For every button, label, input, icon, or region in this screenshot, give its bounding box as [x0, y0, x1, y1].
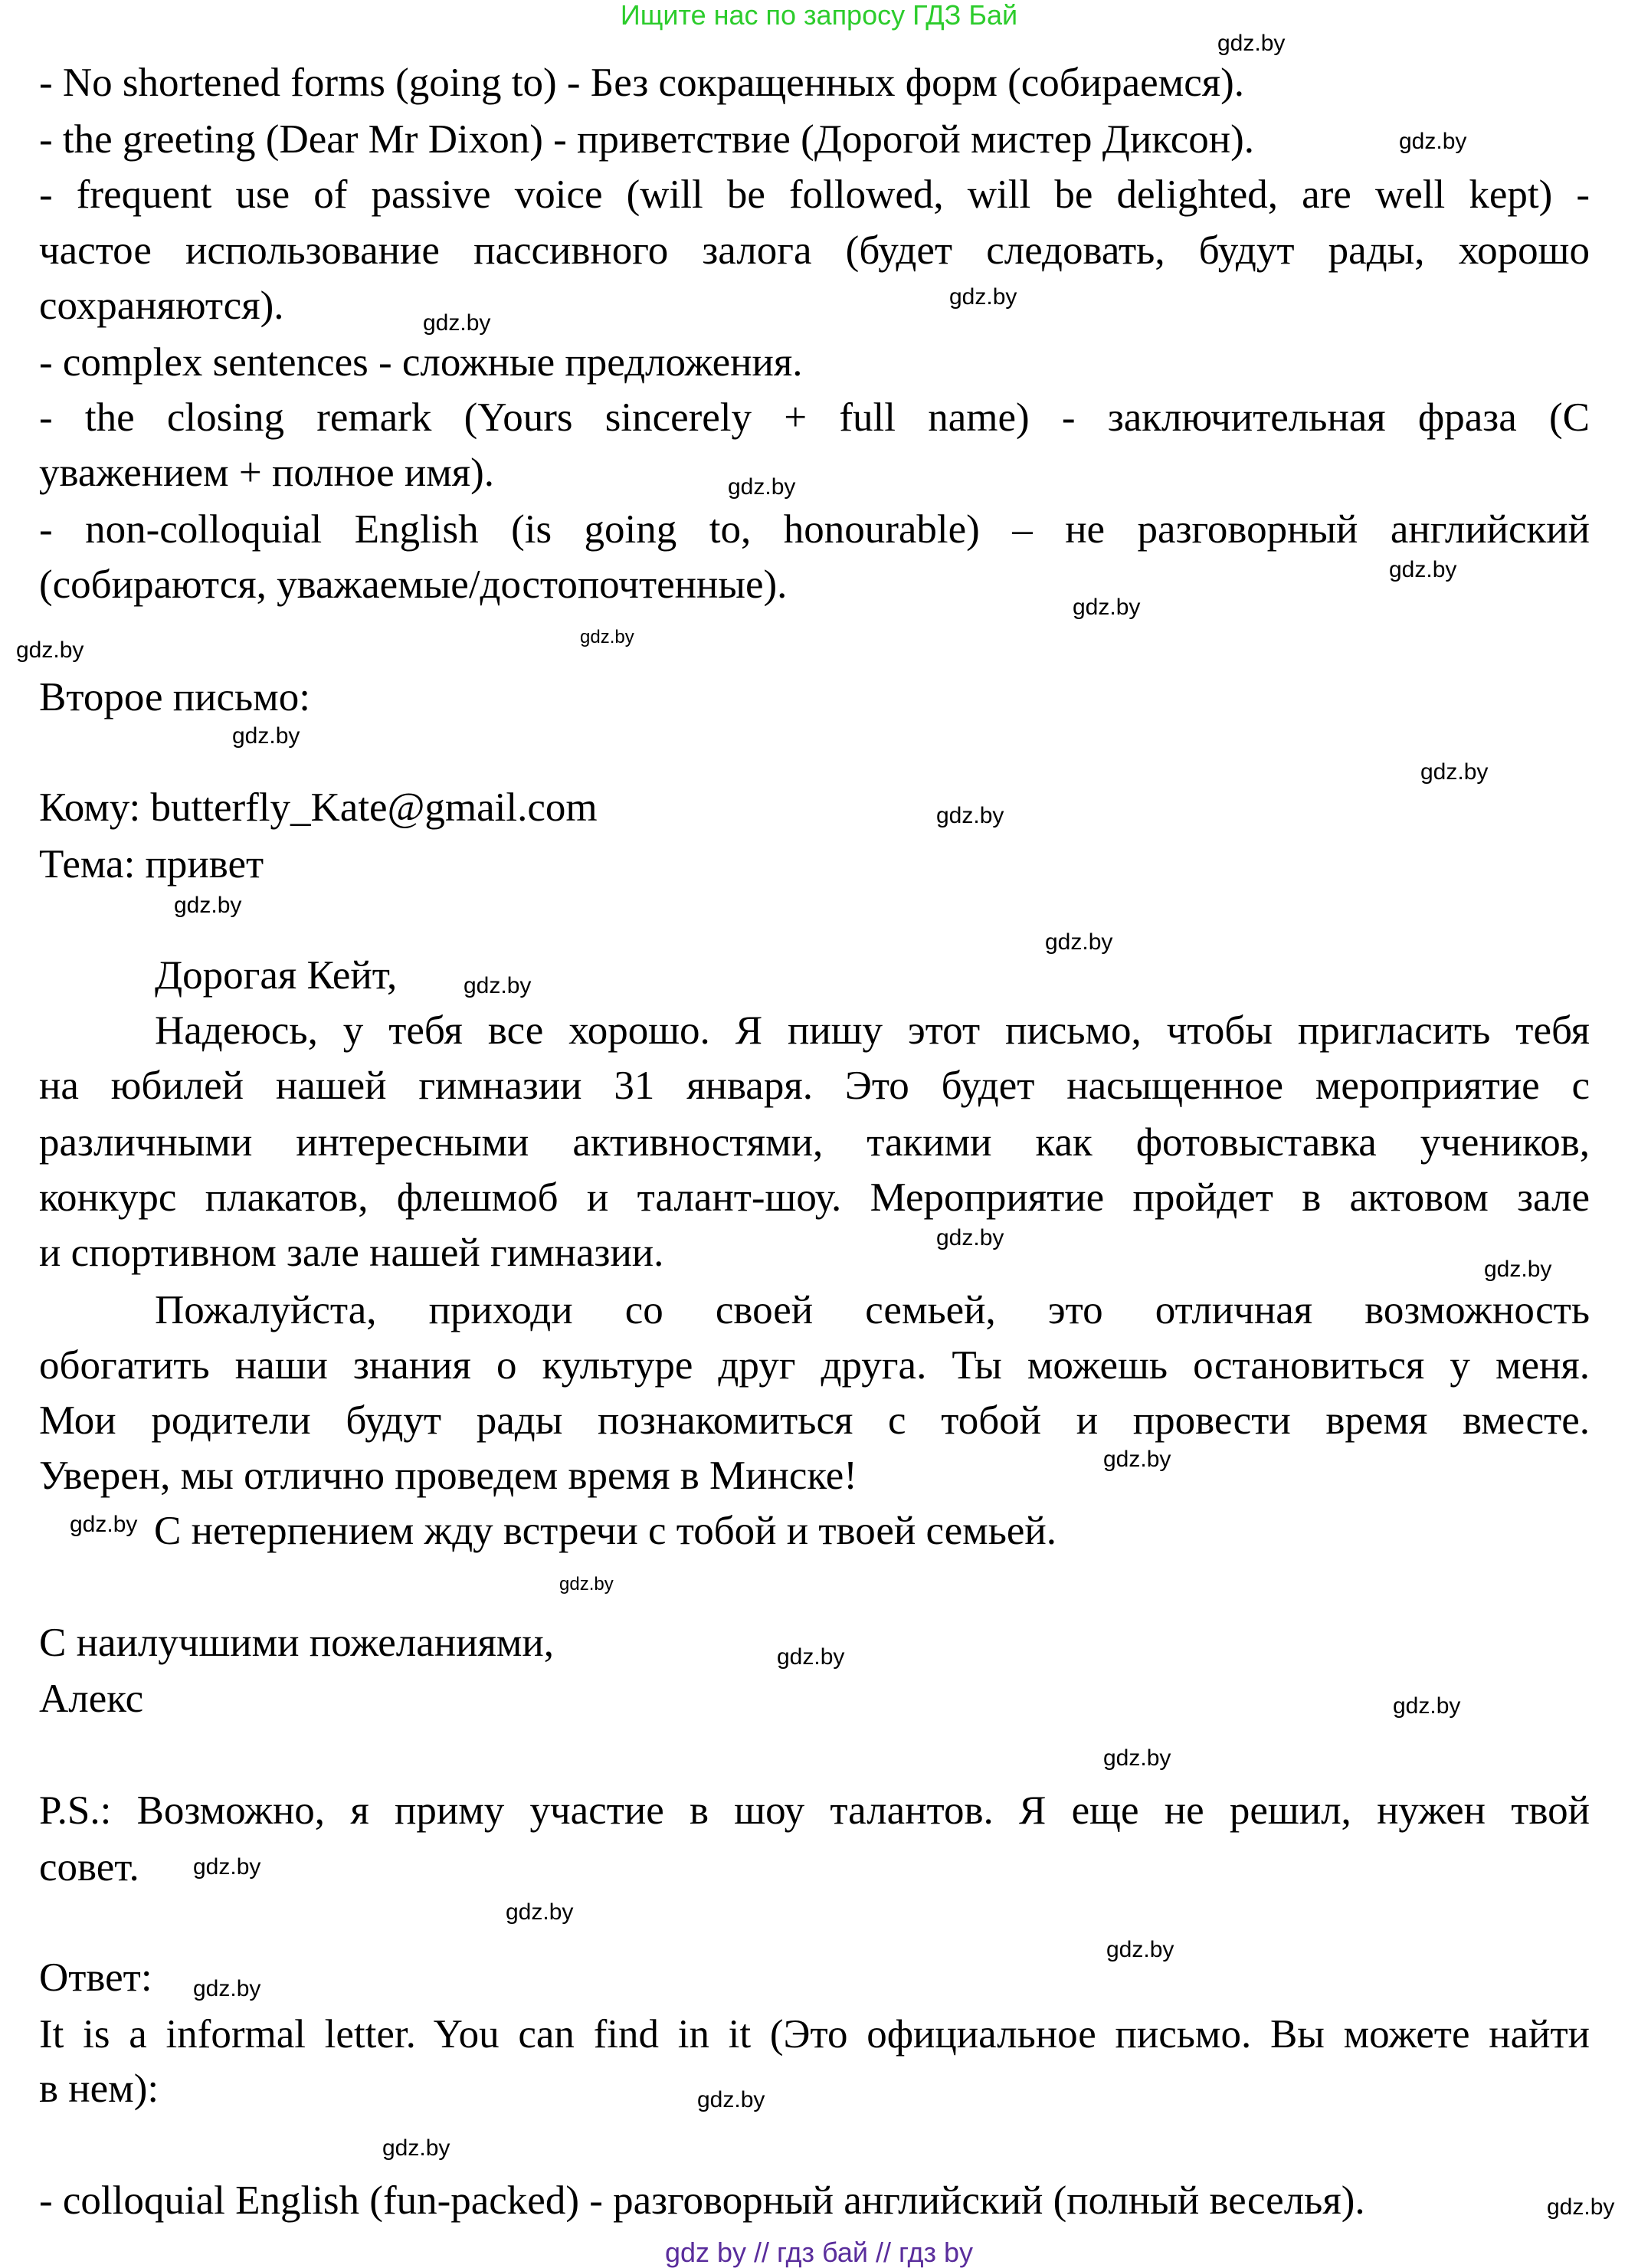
text-line: Кому: butterfly_Kate@gmail.com [39, 785, 598, 830]
text-line: - the greeting (Dear Mr Dixon) - приветствие (Дорогой мистер Диксон). [39, 117, 1255, 162]
watermark-label: gdz.by [193, 1854, 261, 1880]
text-line: (собираются, уважаемые/достопочтенные). [39, 562, 788, 607]
watermark-label: gdz.by [1484, 1257, 1552, 1282]
text-line: Ответ: [39, 1955, 152, 2000]
watermark-label: gdz.by [1420, 759, 1489, 785]
watermark-label: gdz.by [232, 723, 300, 749]
watermark-label: gdz.by [464, 973, 532, 998]
watermark-label: gdz.by [936, 1225, 1004, 1250]
watermark-label: gdz.by [1103, 1745, 1171, 1771]
watermark-label: gdz.by [936, 803, 1004, 828]
text-line: уважением + полное имя). [39, 451, 495, 495]
text-line: С наилучшими пожеланиями, [39, 1621, 554, 1665]
watermark-label: gdz.by [697, 2087, 765, 2112]
watermark-label: gdz.by [1045, 929, 1113, 955]
text-line: Надеюсь, у тебя все хорошо. Я пишу этот письмо, чтобы пригласить тебя [155, 1008, 1590, 1053]
text-line: сохраняются). [39, 284, 284, 328]
text-line: Тема: привет [39, 842, 264, 887]
text-line: в нем): [39, 2066, 159, 2111]
watermark-label: gdz.by [949, 284, 1017, 310]
text-line: С нетерпением жду встречи с тобой и твоей семьей. [154, 1509, 1057, 1553]
watermark-label: gdz.by [777, 1644, 845, 1670]
watermark-label: gdz.by [506, 1899, 574, 1925]
watermark-label: gdz.by [1389, 557, 1457, 582]
text-line: It is a informal letter. You can find in it (Это официальное письмо. Вы можете найти [39, 2012, 1590, 2057]
watermark-label: gdz.by [70, 1512, 138, 1537]
text-line: Уверен, мы отлично проведем время в Минске! [39, 1454, 857, 1498]
watermark-label: gdz.by [174, 893, 242, 918]
watermark-label: gdz.by [580, 627, 634, 647]
text-line: Дорогая Кейт, [155, 953, 398, 998]
text-line: P.S.: Возможно, я приму участие в шоу талантов. Я еще не решил, нужен твой [39, 1788, 1590, 1833]
watermark-label: gdz.by [1073, 595, 1141, 620]
watermark-label: gdz.by [728, 474, 796, 500]
text-line: конкурс плакатов, флешмоб и талант-шоу. Мероприятие пройдет в актовом зале [39, 1175, 1590, 1220]
watermark-label: gdz.by [193, 1976, 261, 2001]
watermark-label: gdz.by [1393, 1693, 1461, 1719]
watermark-label: gdz.by [382, 2135, 450, 2161]
text-line: обогатить наши знания о культуре друг друга. Ты можешь остановиться у меня. [39, 1343, 1590, 1388]
text-line: Алекс [39, 1676, 144, 1721]
footer-site-links[interactable]: gdz by // гдз бай // гдз by [664, 2237, 974, 2268]
text-line: и спортивном зале нашей гимназии. [39, 1231, 664, 1275]
text-line: различными интересными активностями, такими как фотовыставка учеников, [39, 1120, 1590, 1165]
watermark-label: gdz.by [1217, 31, 1286, 56]
text-line: на юбилей нашей гимназии 31 января. Это будет насыщенное мероприятие с [39, 1064, 1590, 1108]
watermark-label: gdz.by [1106, 1937, 1174, 1962]
text-line: - No shortened forms (going to) - Без сокращенных форм (собираемся). [39, 61, 1244, 105]
text-line: совет. [39, 1845, 139, 1889]
text-line: - colloquial English (fun-packed) - разговорный английский (полный веселья). [39, 2178, 1365, 2223]
watermark-label: gdz.by [423, 310, 491, 336]
watermark-label: gdz.by [16, 637, 84, 663]
text-line: - non-colloquial English (is going to, honourable) – не разговорный английский [39, 507, 1590, 552]
watermark-label: gdz.by [1103, 1447, 1171, 1472]
text-line: Мои родители будут рады познакомиться с тобой и провести время вместе. [39, 1398, 1590, 1443]
text-line: - the closing remark (Yours sincerely + full name) - заключительная фраза (С [39, 395, 1590, 440]
watermark-label: gdz.by [559, 1574, 614, 1594]
text-line: частое использование пассивного залога (будет следовать, будут рады, хорошо [39, 228, 1590, 273]
text-line: Пожалуйста, приходи со своей семьей, это отличная возможность [155, 1288, 1590, 1332]
search-hint-banner: Ищите нас по запросу ГДЗ Бай [620, 0, 1018, 31]
watermark-label: gdz.by [1547, 2194, 1615, 2220]
text-line: - frequent use of passive voice (will be followed, will be delighted, are well kept) - [39, 172, 1590, 217]
watermark-label: gdz.by [1399, 129, 1467, 154]
text-line: - complex sentences - сложные предложения. [39, 340, 803, 385]
text-line: Второе письмо: [39, 675, 310, 719]
